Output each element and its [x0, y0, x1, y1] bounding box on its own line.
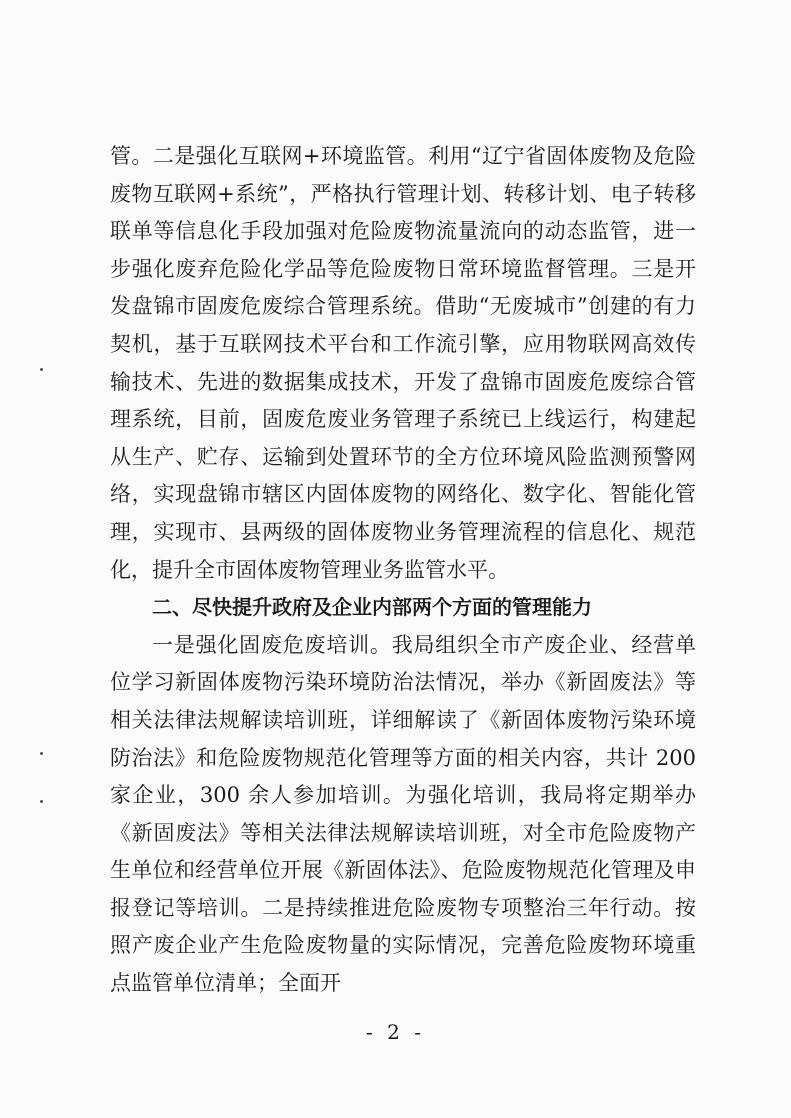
paragraph-training: 一是强化固废危废培训。我局组织全市产废企业、经营单位学习新固体废物污染环境防治法情况，举办《新固废法》等相关法律法规解读培训班，详细解读了《新固体废物污染环境防治法》和危险废物规范化管理等方面的相关内容，共计 200 家企业，300 余人参加培训。为强化培训，我局将定期举办《新固废法》等相关法律法规解读培训班，对全市危险废物产生单位和经营单位开展《新固体法》、危险废物规范化管理及申报登记等培训。二是持续推进危险废物专项整治三年行动。按照产废企业产生危险废物量的实际情况，完善危险废物环境重点监管单位清单；全面开 [110, 632, 696, 996]
paragraph-continuation: 管。二是强化互联网+环境监管。利用“辽宁省固体废物及危险废物互联网+系统”，严格执行管理计划、转移计划、电子转移联单等信息化手段加强对危险废物流量流向的动态监管，进一步强化废弃危险化学品等危险废物日常环境监督管理。三是开发盘锦市固废危废综合管理系统。借助“无废城市”创建的有力契机，基于互联网技术平台和工作流引擎，应用物联网高效传输技术、先进的数据集成技术，开发了盘锦市固废危废综合管理系统，目前，固废危废业务管理子系统已上线运行，构建起从生产、贮存、运输到处置环节的全方位环境风险监测预警网络，实现盘锦市辖区内固体废物的网络化、数字化、智能化管理，实现市、县两级的固体废物业务管理流程的信息化、规范化，提升全市固体废物管理业务监管水平。 [110, 144, 696, 582]
scan-speck [40, 752, 43, 755]
page-number: - 2 - [366, 1020, 425, 1044]
section-heading: 二、尽快提升政府及企业内部两个方面的管理能力 [152, 595, 592, 620]
scan-speck [40, 368, 43, 371]
scan-speck [40, 800, 43, 803]
document-body [110, 138, 696, 1003]
